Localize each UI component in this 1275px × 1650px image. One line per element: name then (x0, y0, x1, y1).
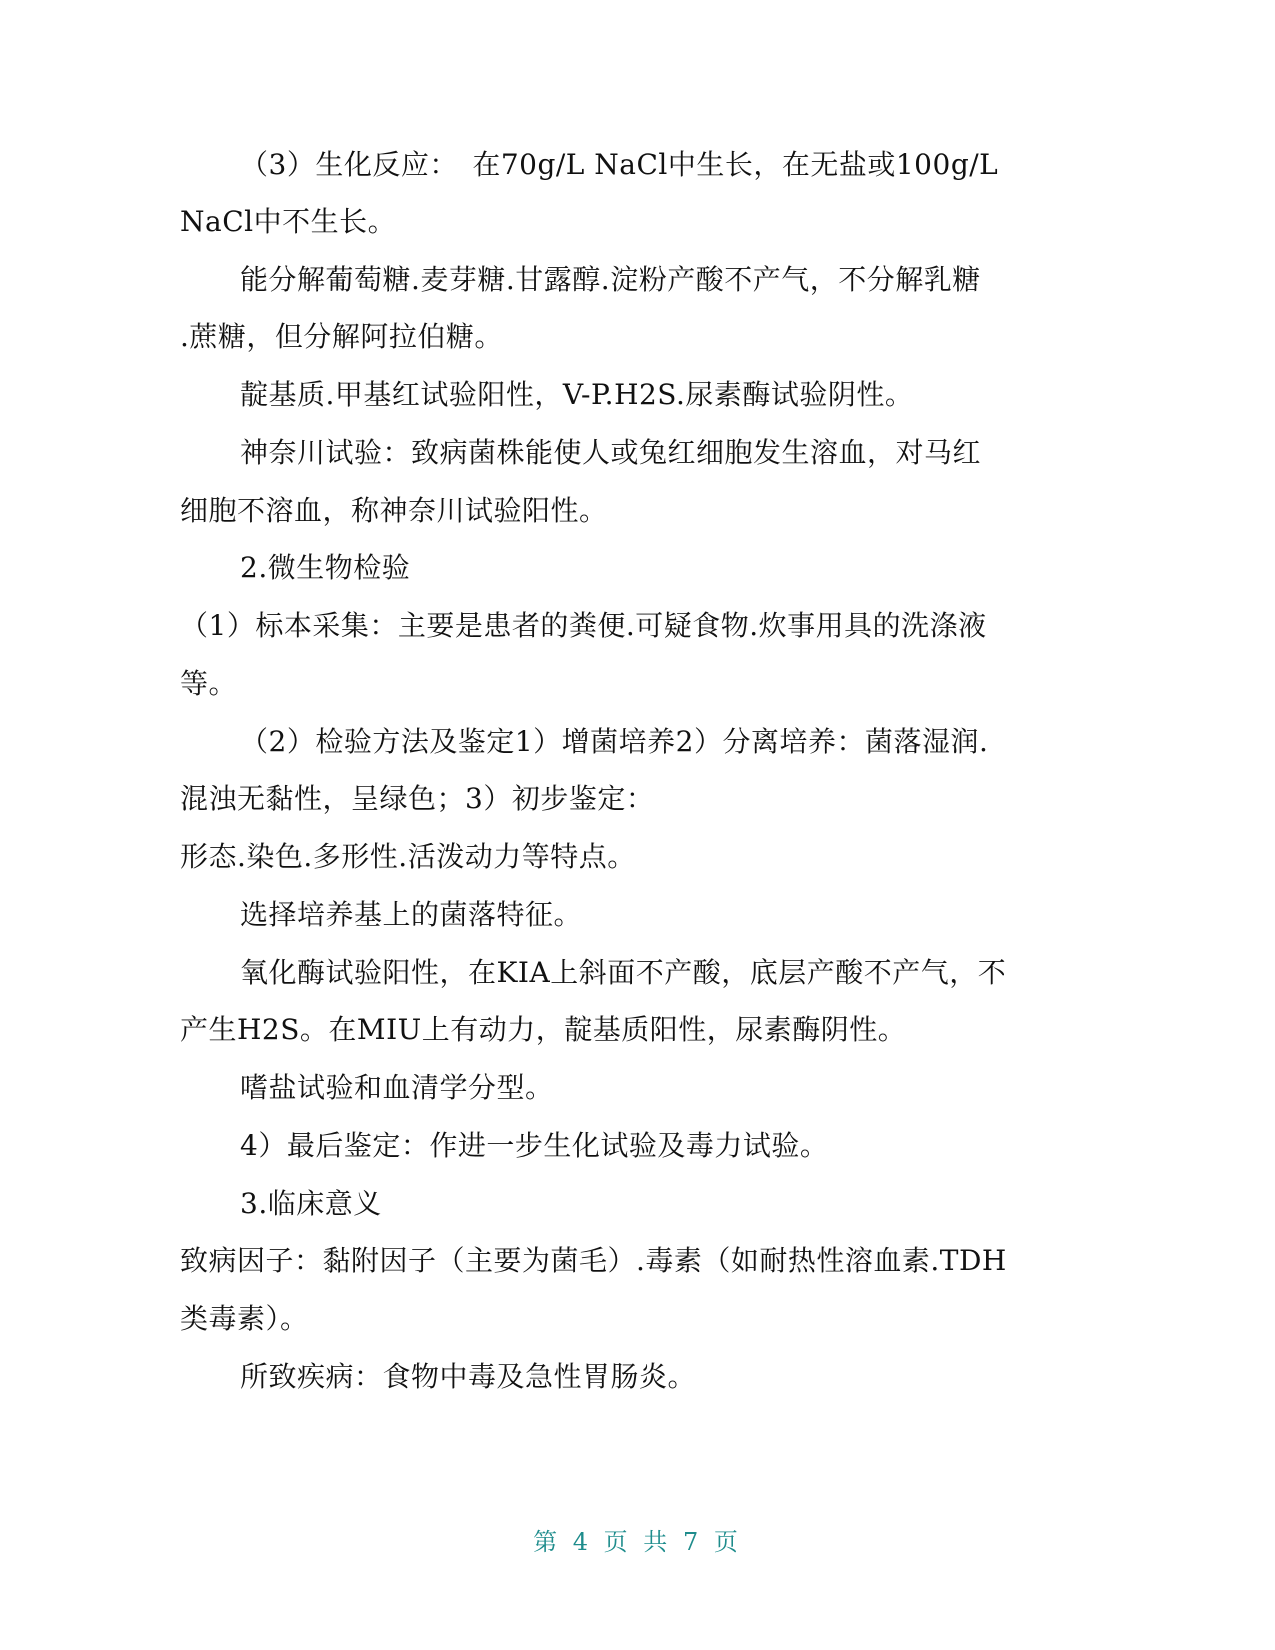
paragraph-line: 混浊无黏性，呈绿色；3）初步鉴定： (180, 782, 655, 815)
paragraph-line: 靛基质.甲基红试验阳性，V-P.H2S.尿素酶试验阴性。 (240, 378, 914, 411)
paragraph-line: 类毒素）。 (180, 1302, 309, 1335)
paragraph-line: 神奈川试验：致病菌株能使人或兔红细胞发生溶血，对马红 (240, 436, 982, 469)
paragraph-line: .蔗糖，但分解阿拉伯糖。 (180, 320, 503, 353)
paragraph-line: 嗜盐试验和血清学分型。 (240, 1071, 554, 1104)
paragraph-line: 等。 (180, 667, 238, 700)
paragraph-line: 形态.染色.多形性.活泼动力等特点。 (180, 840, 636, 873)
paragraph-line: 能分解葡萄糖.麦芽糖.甘露醇.淀粉产酸不产气，不分解乳糖 (240, 263, 981, 296)
page-number-footer: 第 4 页 共 7 页 (533, 1528, 742, 1556)
paragraph-line: NaCl中不生长。 (180, 205, 397, 238)
paragraph-line: 4）最后鉴定：作进一步生化试验及毒力试验。 (240, 1129, 829, 1162)
paragraph-line: 氧化酶试验阳性，在KIA上斜面不产酸，底层产酸不产气，不 (240, 956, 1007, 989)
paragraph-line: 产生H2S。在MIU上有动力，靛基质阳性，尿素酶阴性。 (180, 1013, 907, 1046)
paragraph-line: （2）检验方法及鉴定1）增菌培养2）分离培养：菌落湿润. (240, 725, 989, 758)
paragraph-line: 选择培养基上的菌落特征。 (240, 898, 583, 931)
paragraph-line: 细胞不溶血，称神奈川试验阳性。 (180, 494, 608, 527)
paragraph-line: 所致疾病：食物中毒及急性胃肠炎。 (240, 1360, 697, 1393)
paragraph-line: 致病因子：黏附因子（主要为菌毛）.毒素（如耐热性溶血素.TDH (180, 1244, 1007, 1277)
paragraph-line: （1）标本采集：主要是患者的粪便.可疑食物.炊事用具的洗涤液 (180, 609, 987, 642)
section-heading: 2.微生物检验 (240, 551, 411, 584)
paragraph-line: （3）生化反应： 在70g/L NaCl中生长，在无盐或100g/L (240, 148, 999, 181)
section-heading: 3.临床意义 (240, 1187, 382, 1220)
